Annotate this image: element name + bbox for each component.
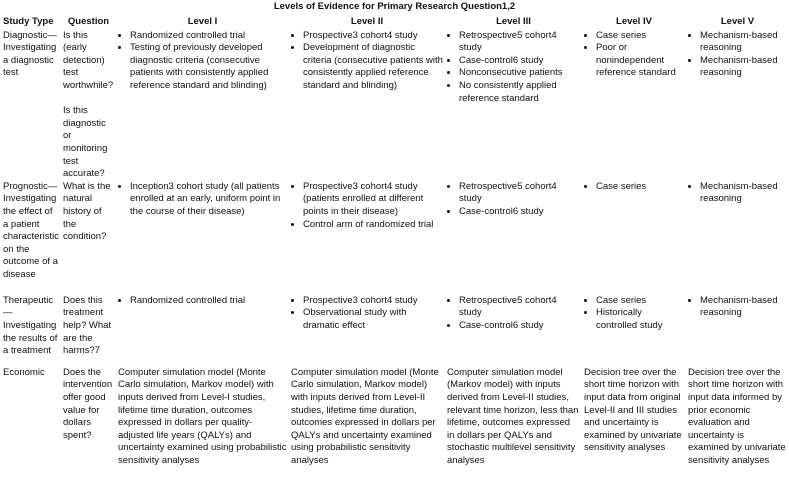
level-5-cell xyxy=(686,295,789,367)
list-item: • Development of diagnostic criteria (consecutive patients with consistently applied reference standard and blinding) xyxy=(303,42,443,92)
list-item: • Historically controlled study xyxy=(596,307,684,332)
question-cell xyxy=(61,295,116,367)
list-item: • Mechanism-based reasoning xyxy=(700,55,787,80)
header-level-3: Level III xyxy=(496,16,531,27)
header-row xyxy=(0,16,789,30)
list-item: • Testing of previously developed diagnostic criteria (consecutive patients with consistently applied reference standard and blinding) xyxy=(130,42,287,92)
list-item: • Control arm of randomized trial xyxy=(303,219,443,232)
question-cell xyxy=(61,30,116,181)
level-5-cell: Decision tree over the short time horizon with input data informed by prior economic evaluation and uncertainty is examined by univariate sensitivity analyses xyxy=(688,366,786,466)
level-2-cell xyxy=(289,181,445,295)
list-item: • Case-control6 study xyxy=(459,320,580,333)
list-item: • Retrospective5 cohort4 study xyxy=(459,30,580,55)
table-row-therapeutic xyxy=(0,295,789,367)
table-row-prognostic xyxy=(0,181,789,295)
list-item: • Case series xyxy=(596,295,684,308)
level-2-cell: Computer simulation model (Monte Carlo simulation, Markov model) with inputs derived from Level-II studies, lifetime time duration, outcomes expressed in dollars per QALYs and uncertainty examined using probabilistic sensitivity analyses xyxy=(291,366,439,466)
study-type-cell: Therapeutic—Investigating the results of a treatment xyxy=(3,294,58,357)
level-3-cell xyxy=(445,295,582,367)
level-4-cell: Decision tree over the short time horizon with input data from original Level-II and III studies and uncertainty is examined by univariate sensitivity analyses xyxy=(584,366,682,454)
level-5-cell xyxy=(686,181,789,295)
study-type-cell: Prognostic—Investigating the effect of a patient characteristic on the outcome of a disease xyxy=(3,180,59,280)
question-cell xyxy=(61,367,116,468)
header-level-4: Level IV xyxy=(616,16,652,27)
question-text: What is the natural history of the condition? xyxy=(63,180,111,243)
study-type-cell: Diagnostic—Investigating a diagnostic test xyxy=(3,29,57,79)
evidence-table xyxy=(0,16,789,467)
list-item: • Randomized controlled trial xyxy=(130,30,287,43)
list-item: • Prospective3 cohort4 study xyxy=(303,30,443,43)
list-item: • Mechanism-based reasoning xyxy=(700,181,787,206)
question-text: Is this (early detection) test worthwhile? xyxy=(63,29,114,91)
header-study-type: Study Type xyxy=(3,16,54,27)
list-item: • Mechanism-based reasoning xyxy=(700,295,787,320)
level-4-cell xyxy=(582,295,686,367)
list-item: • Prospective3 cohort4 study xyxy=(303,295,443,308)
list-item: • Case-control6 study xyxy=(459,206,580,219)
list-item: • Case series xyxy=(596,181,684,194)
list-item: • Nonconsecutive patients xyxy=(459,67,580,80)
header-question: Question xyxy=(67,16,110,27)
study-type-cell: Economic xyxy=(3,366,45,378)
table-row-economic xyxy=(0,367,789,468)
list-item: • Mechanism-based reasoning xyxy=(700,30,787,55)
table-row-diagnostic xyxy=(0,30,789,181)
list-item: • Retrospective5 cohort4 study xyxy=(459,181,580,206)
list-item: • Case series xyxy=(596,30,684,43)
list-item: • Prospective3 cohort4 study (patients enrolled at different points in their disease) xyxy=(303,181,443,219)
level-1-cell xyxy=(116,181,289,295)
level-4-cell xyxy=(582,30,686,181)
question-text: Does the intervention offer good value for dollars spent? xyxy=(63,366,113,441)
question-text: Is this diagnostic or monitoring test accurate? xyxy=(63,105,108,180)
header-level-5: Level V xyxy=(720,16,755,27)
level-3-cell: Computer simulation model (Markov model) with inputs derived from Level-II studies, relevant time horizon, less than lifetime, outcomes expressed in dollars per QALYs and stochastic multilevel sensitivity analyses xyxy=(447,366,579,466)
list-item: • Poor or nonindependent reference standard xyxy=(596,42,684,80)
level-4-cell xyxy=(582,181,686,295)
question-cell xyxy=(61,181,116,295)
list-item: • Observational study with dramatic effect xyxy=(303,307,443,332)
header-level-2: Level II xyxy=(350,16,384,27)
table-title: Levels of Evidence for Primary Research Question1,2 xyxy=(273,1,516,12)
list-item: • Randomized controlled trial xyxy=(130,295,287,308)
list-item: • Inception3 cohort study (all patients enrolled at an early, uniform point in the course of their disease) xyxy=(130,181,287,219)
level-1-cell: Computer simulation model (Monte Carlo simulation, Markov model) with inputs derived from Level-I studies, lifetime time duration, outcomes expressed in dollars per quality-adjusted life years (QALYs) and uncertainty examined using probabilistic sensitivity analyses xyxy=(118,366,287,466)
header-level-1: Level I xyxy=(187,16,218,27)
list-item: • No consistently applied reference standard xyxy=(459,80,580,105)
level-1-cell xyxy=(116,295,289,367)
level-2-cell xyxy=(289,30,445,181)
list-item: • Case-control6 study xyxy=(459,55,580,68)
level-5-cell xyxy=(686,30,789,181)
level-3-cell xyxy=(445,30,582,181)
level-2-cell xyxy=(289,295,445,367)
list-item: • Retrospective5 cohort4 study xyxy=(459,295,580,320)
level-3-cell xyxy=(445,181,582,295)
level-1-cell xyxy=(116,30,289,181)
question-text: Does this treatment help? What are the harms?7 xyxy=(63,294,112,357)
